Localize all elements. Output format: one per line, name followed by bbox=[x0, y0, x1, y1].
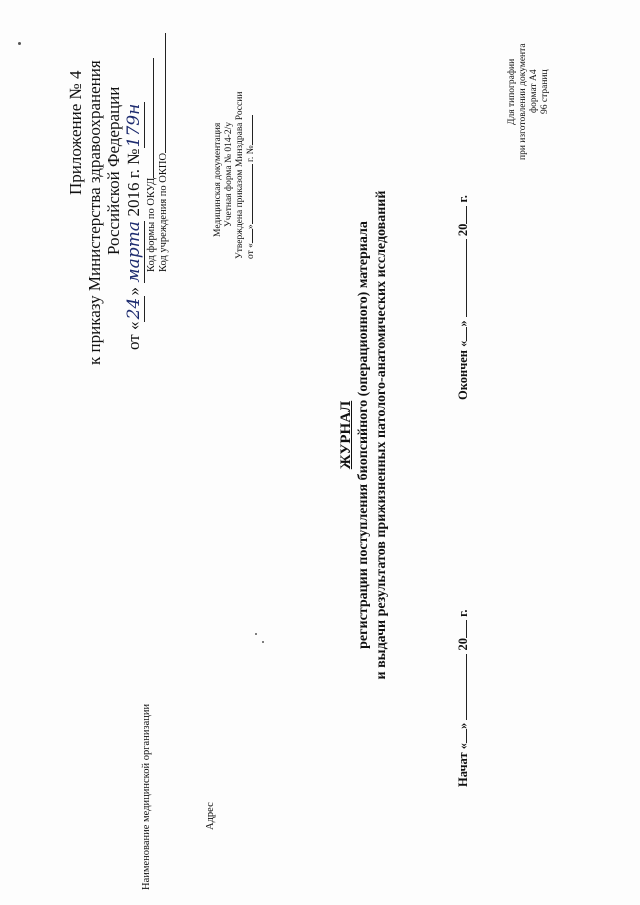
started-date: Начат «» 20 г. bbox=[456, 609, 470, 787]
appendix-ministry: к приказу Министерства здравоохранения bbox=[85, 60, 104, 365]
print-note-line4: 96 страниц bbox=[540, 69, 550, 114]
print-note-line2: при изготовлении документа bbox=[518, 43, 528, 160]
appendix-day: 24 bbox=[125, 296, 145, 322]
appendix-month: марта bbox=[124, 221, 144, 283]
doc-info-line1: Медицинская документация bbox=[213, 122, 223, 237]
journal-title: ЖУРНАЛ bbox=[338, 400, 354, 470]
appendix-from: от « bbox=[124, 321, 143, 350]
address-label: Адрес bbox=[205, 802, 216, 830]
appendix-year: 2016 г. № bbox=[124, 148, 143, 217]
appendix-date-line bbox=[124, 103, 145, 351]
journal-subtitle-line1: регистрации поступления биопсийного (операционного) материала bbox=[356, 221, 371, 649]
scan-speck bbox=[262, 641, 264, 643]
ended-date: Окончен «» 20 г. bbox=[456, 195, 470, 400]
org-name-label: Наименование медицинской организации bbox=[141, 703, 152, 890]
doc-info-line3: Утверждена приказом Минздрава России bbox=[235, 91, 245, 259]
appendix-number: 179н bbox=[124, 103, 144, 148]
okpo-label: Код учреждения по ОКПО bbox=[158, 33, 170, 272]
appendix-federation: Российской Федерации bbox=[104, 86, 123, 255]
okud-label: Код формы по ОКУД bbox=[146, 58, 158, 272]
doc-info-line4: от «» г. № bbox=[246, 115, 257, 259]
appendix-title: Приложение № 4 bbox=[66, 70, 85, 195]
doc-info-line2: Учетная форма № 014-2/у bbox=[224, 122, 234, 227]
print-note-line3: формат А4 bbox=[529, 69, 539, 113]
scan-speck bbox=[255, 633, 257, 635]
scan-speck bbox=[18, 42, 21, 45]
print-note-line1: Для типографии bbox=[507, 58, 517, 125]
journal-subtitle-line2: и выдачи результатов прижизненных патолого-анатомических исследований bbox=[374, 190, 389, 680]
appendix-quote: » bbox=[124, 287, 143, 296]
